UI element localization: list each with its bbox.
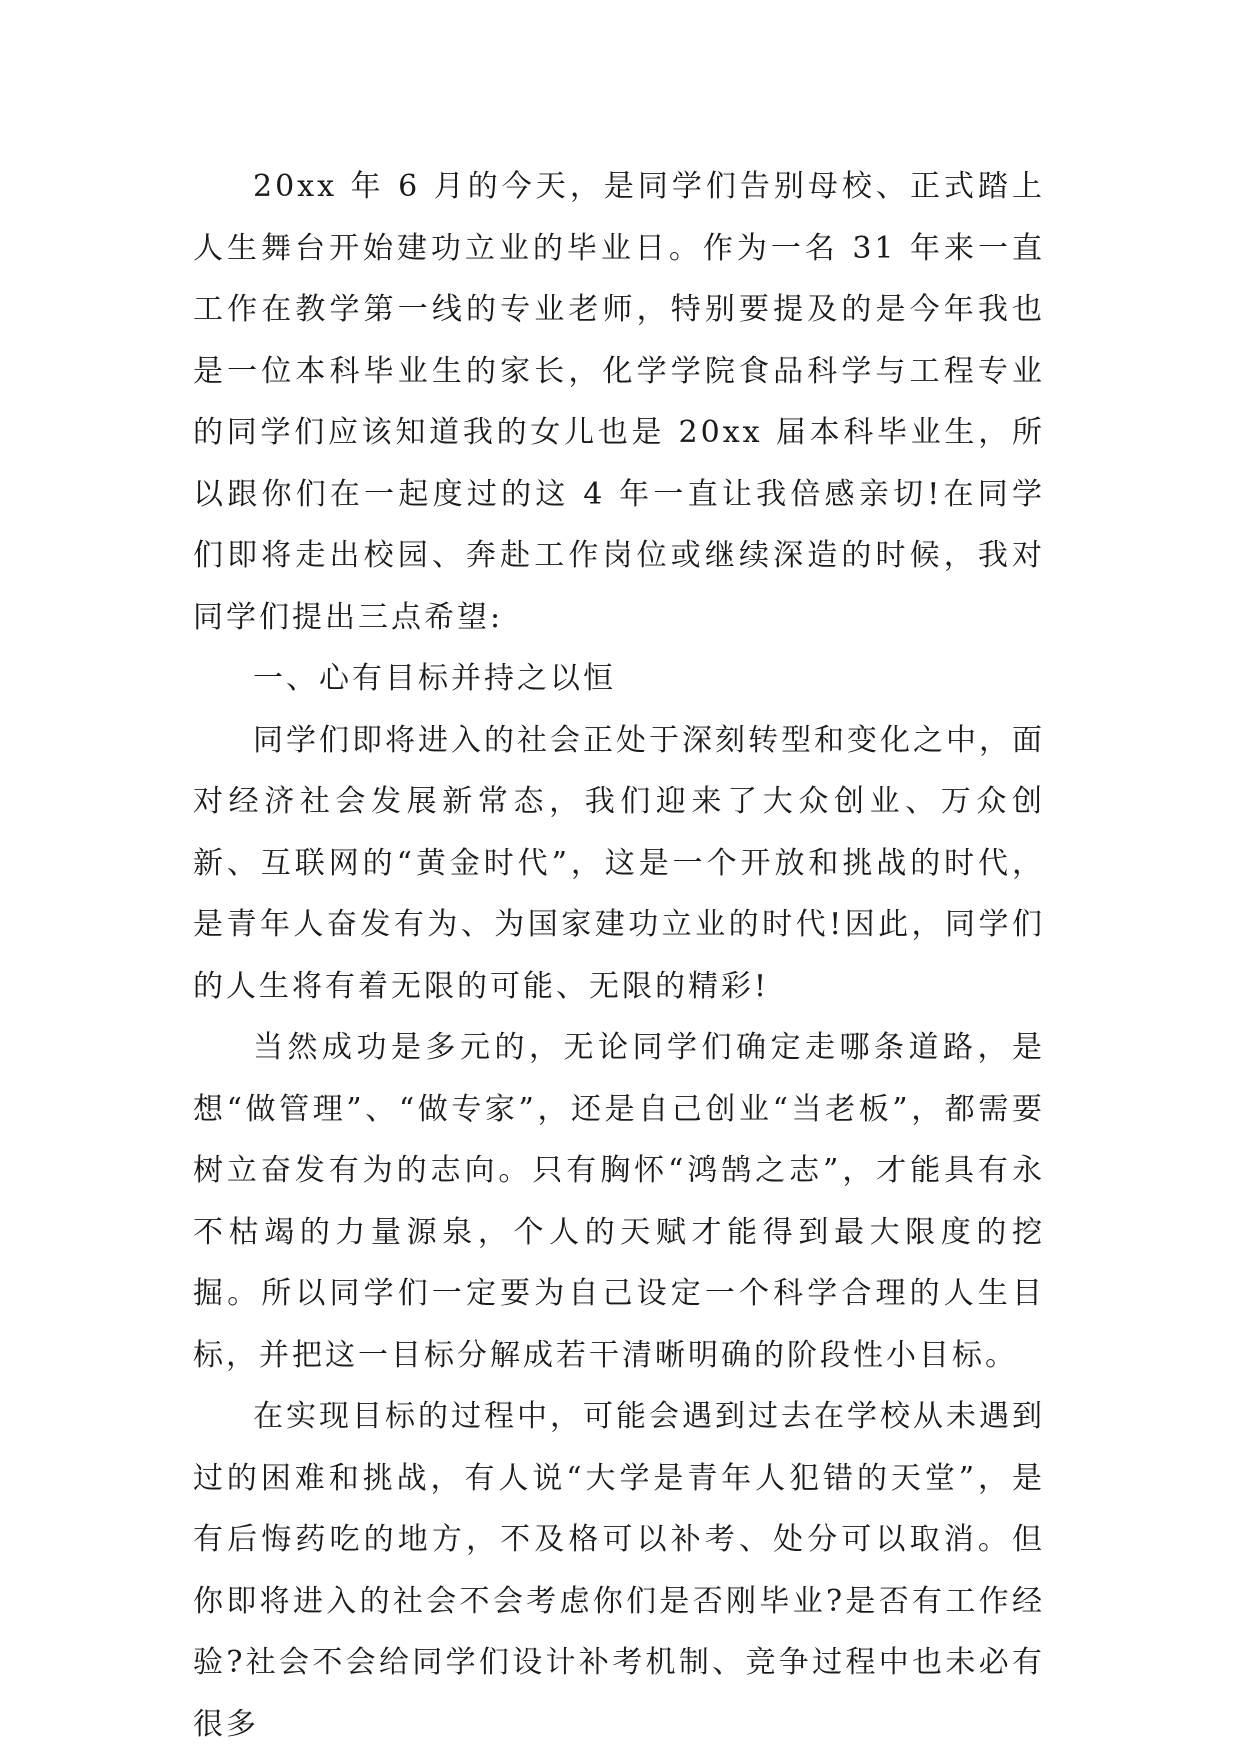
paragraph-success-goals: 当然成功是多元的，无论同学们确定走哪条道路，是想“做管理”、“做专家”，还是自己创业“当老板”，都需要树立奋发有为的志向。只有胸怀“鸿鹄之志”，才能具有永不枯竭的力量源泉，个人的天赋才能得到最大限度的挖掘。所以同学们一定要为自己设定一个科学合理的人生目标，并把这一目标分解成若干清晰明确的阶段性小目标。 — [193, 1030, 1045, 1373]
paragraph-intro: 20xx 年 6 月的今天，是同学们告别母校、正式踏上人生舞台开始建功立业的毕业日。作为一名 31 年来一直工作在教学第一线的专业老师，特别要提及的是今年我也是一位本科毕业生的家长，化学学院食品科学与工程专业的同学们应该知道我的女儿也是 20xx 届本科毕业生，所以跟你们在一起度过的这 4 年一直让我倍感亲切!在同学们即将走出校园、奔赴工作岗位或继续深造的时候，我对同学们提出三点希望: — [193, 169, 1045, 635]
paragraph-social-context: 同学们即将进入的社会正处于深刻转型和变化之中，面对经济社会发展新常态，我们迎来了大众创业、万众创新、互联网的“黄金时代”，这是一个开放和挑战的时代，是青年人奋发有为、为国家建功立业的时代!因此，同学们的人生将有着无限的可能、无限的精彩! — [193, 722, 1045, 1004]
document-body — [193, 156, 1045, 1755]
section-heading-1: 一、心有目标并持之以恒 — [253, 661, 616, 696]
paragraph-challenges: 在实现目标的过程中，可能会遇到过去在学校从未遇到过的困难和挑战，有人说“大学是青年人犯错的天堂”，是有后悔药吃的地方，不及格可以补考、处分可以取消。但你即将进入的社会不会考虑你们是否刚毕业?是否有工作经验?社会不会给同学们设计补考机制、竞争过程中也未必有很多 — [193, 1399, 1045, 1742]
